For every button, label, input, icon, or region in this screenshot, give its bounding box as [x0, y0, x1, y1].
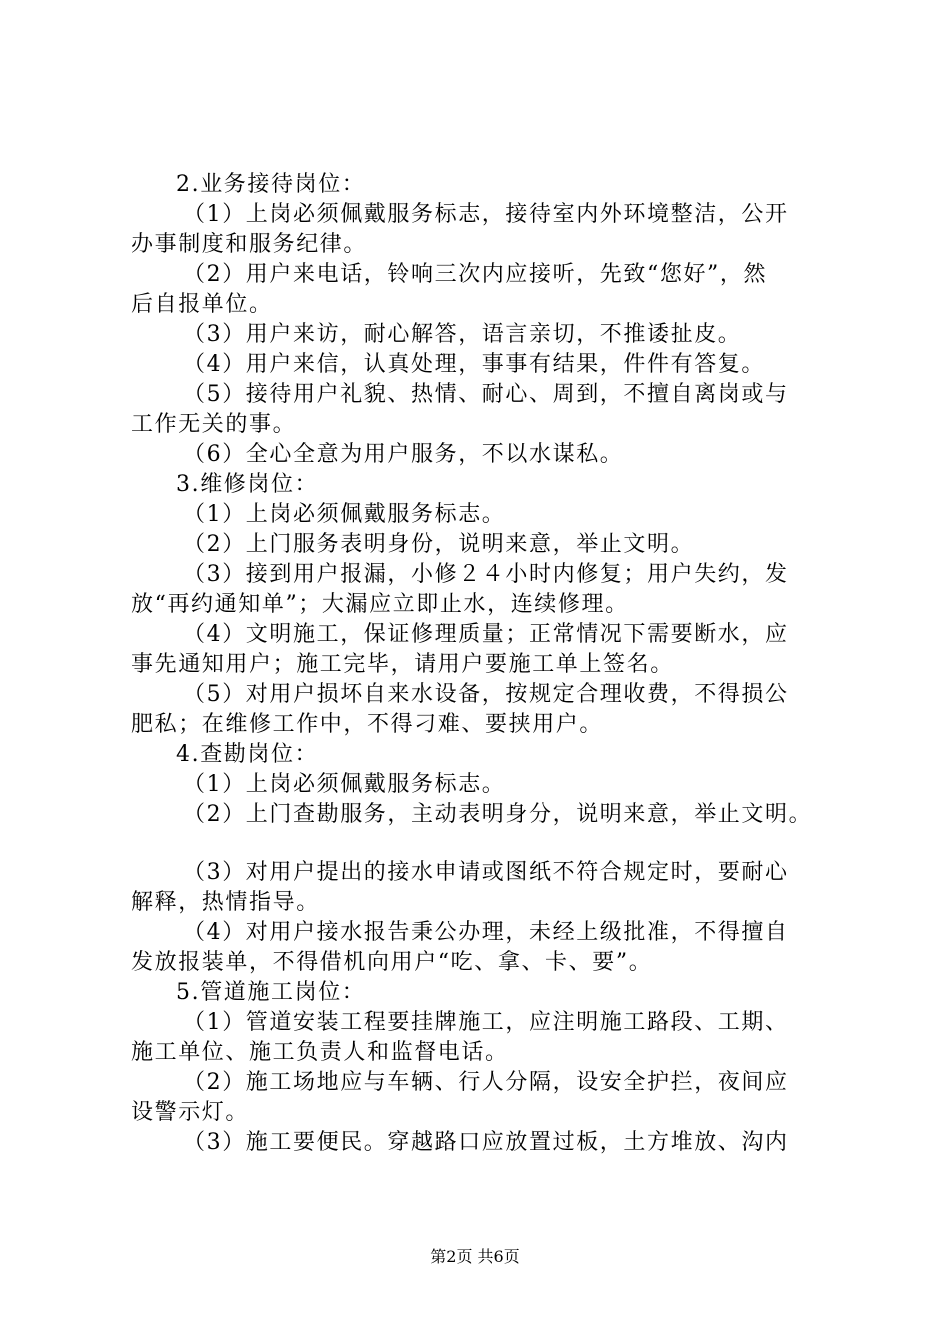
text-line: （3）用户来访，耐心解答，语言亲切，不推诿扯皮。: [183, 322, 742, 347]
text-line: （3）对用户提出的接水申请或图纸不符合规定时，要耐心: [183, 860, 789, 885]
text-line: 办事制度和服务纪律。: [131, 232, 368, 257]
text-line: 工作无关的事。: [131, 412, 297, 437]
paragraph-gap: [131, 830, 831, 858]
text-line: 事先通知用户；施工完毕，请用户要施工单上签名。: [131, 652, 674, 677]
text-line: 肥私；在维修工作中，不得刁难、要挟用户。: [131, 712, 604, 737]
text-line: （2）施工场地应与车辆、行人分隔，设安全护拦，夜间应: [183, 1070, 789, 1095]
text-line: （1）上岗必须佩戴服务标志。: [183, 502, 506, 527]
text-line: （5）接待用户礼貌、热情、耐心、周到，不擅自离岗或与: [183, 382, 789, 407]
text-line: （4）对用户接水报告秉公办理，未经上级批准，不得擅自: [183, 920, 789, 945]
text-line: 设警示灯。: [131, 1100, 250, 1125]
page-footer: 第2页 共6页: [430, 1247, 520, 1266]
text-line: （1）管道安装工程要挂牌施工，应注明施工路段、工期、: [183, 1010, 789, 1035]
text-line: （2）上门查勘服务，主动表明身分，说明来意，举止文明。: [183, 802, 813, 827]
text-line: （4）文明施工，保证修理质量；正常情况下需要断水，应: [183, 622, 789, 647]
text-line: 4.查勘岗位：: [176, 742, 319, 767]
text-line: （3）接到用户报漏，小修２４小时内修复；用户失约，发: [183, 562, 789, 587]
text-line: 5.管道施工岗位：: [176, 980, 366, 1005]
text-line: （1）上岗必须佩戴服务标志，接待室内外环境整洁，公开: [183, 202, 789, 227]
text-line: （1）上岗必须佩戴服务标志。: [183, 772, 506, 797]
text-line: 后自报单位。: [131, 292, 273, 317]
text-line: （3）施工要便民。穿越路口应放置过板，土方堆放、沟内: [183, 1130, 789, 1155]
text-line: （6）全心全意为用户服务，不以水谋私。: [183, 442, 624, 467]
text-line: （4）用户来信，认真处理，事事有结果，件件有答复。: [183, 352, 765, 377]
text-line: （2）用户来电话，铃响三次内应接听，先致“您好”，然: [183, 262, 768, 287]
document-body: [131, 170, 831, 1158]
text-line: 施工单位、施工负责人和监督电话。: [131, 1040, 509, 1065]
text-line: （2）上门服务表明身份，说明来意，举止文明。: [183, 532, 695, 557]
text-line: 3.维修岗位：: [176, 472, 319, 497]
text-line: 放“再约通知单”；大漏应立即止水，连续修理。: [131, 592, 629, 617]
text-line: 2.业务接待岗位：: [176, 172, 366, 197]
text-line: （5）对用户损坏自来水设备，按规定合理收费，不得损公: [183, 682, 789, 707]
text-line: 发放报装单，不得借机向用户“吃、拿、卡、要”。: [131, 950, 653, 975]
text-line: 解释，热情指导。: [131, 890, 320, 915]
